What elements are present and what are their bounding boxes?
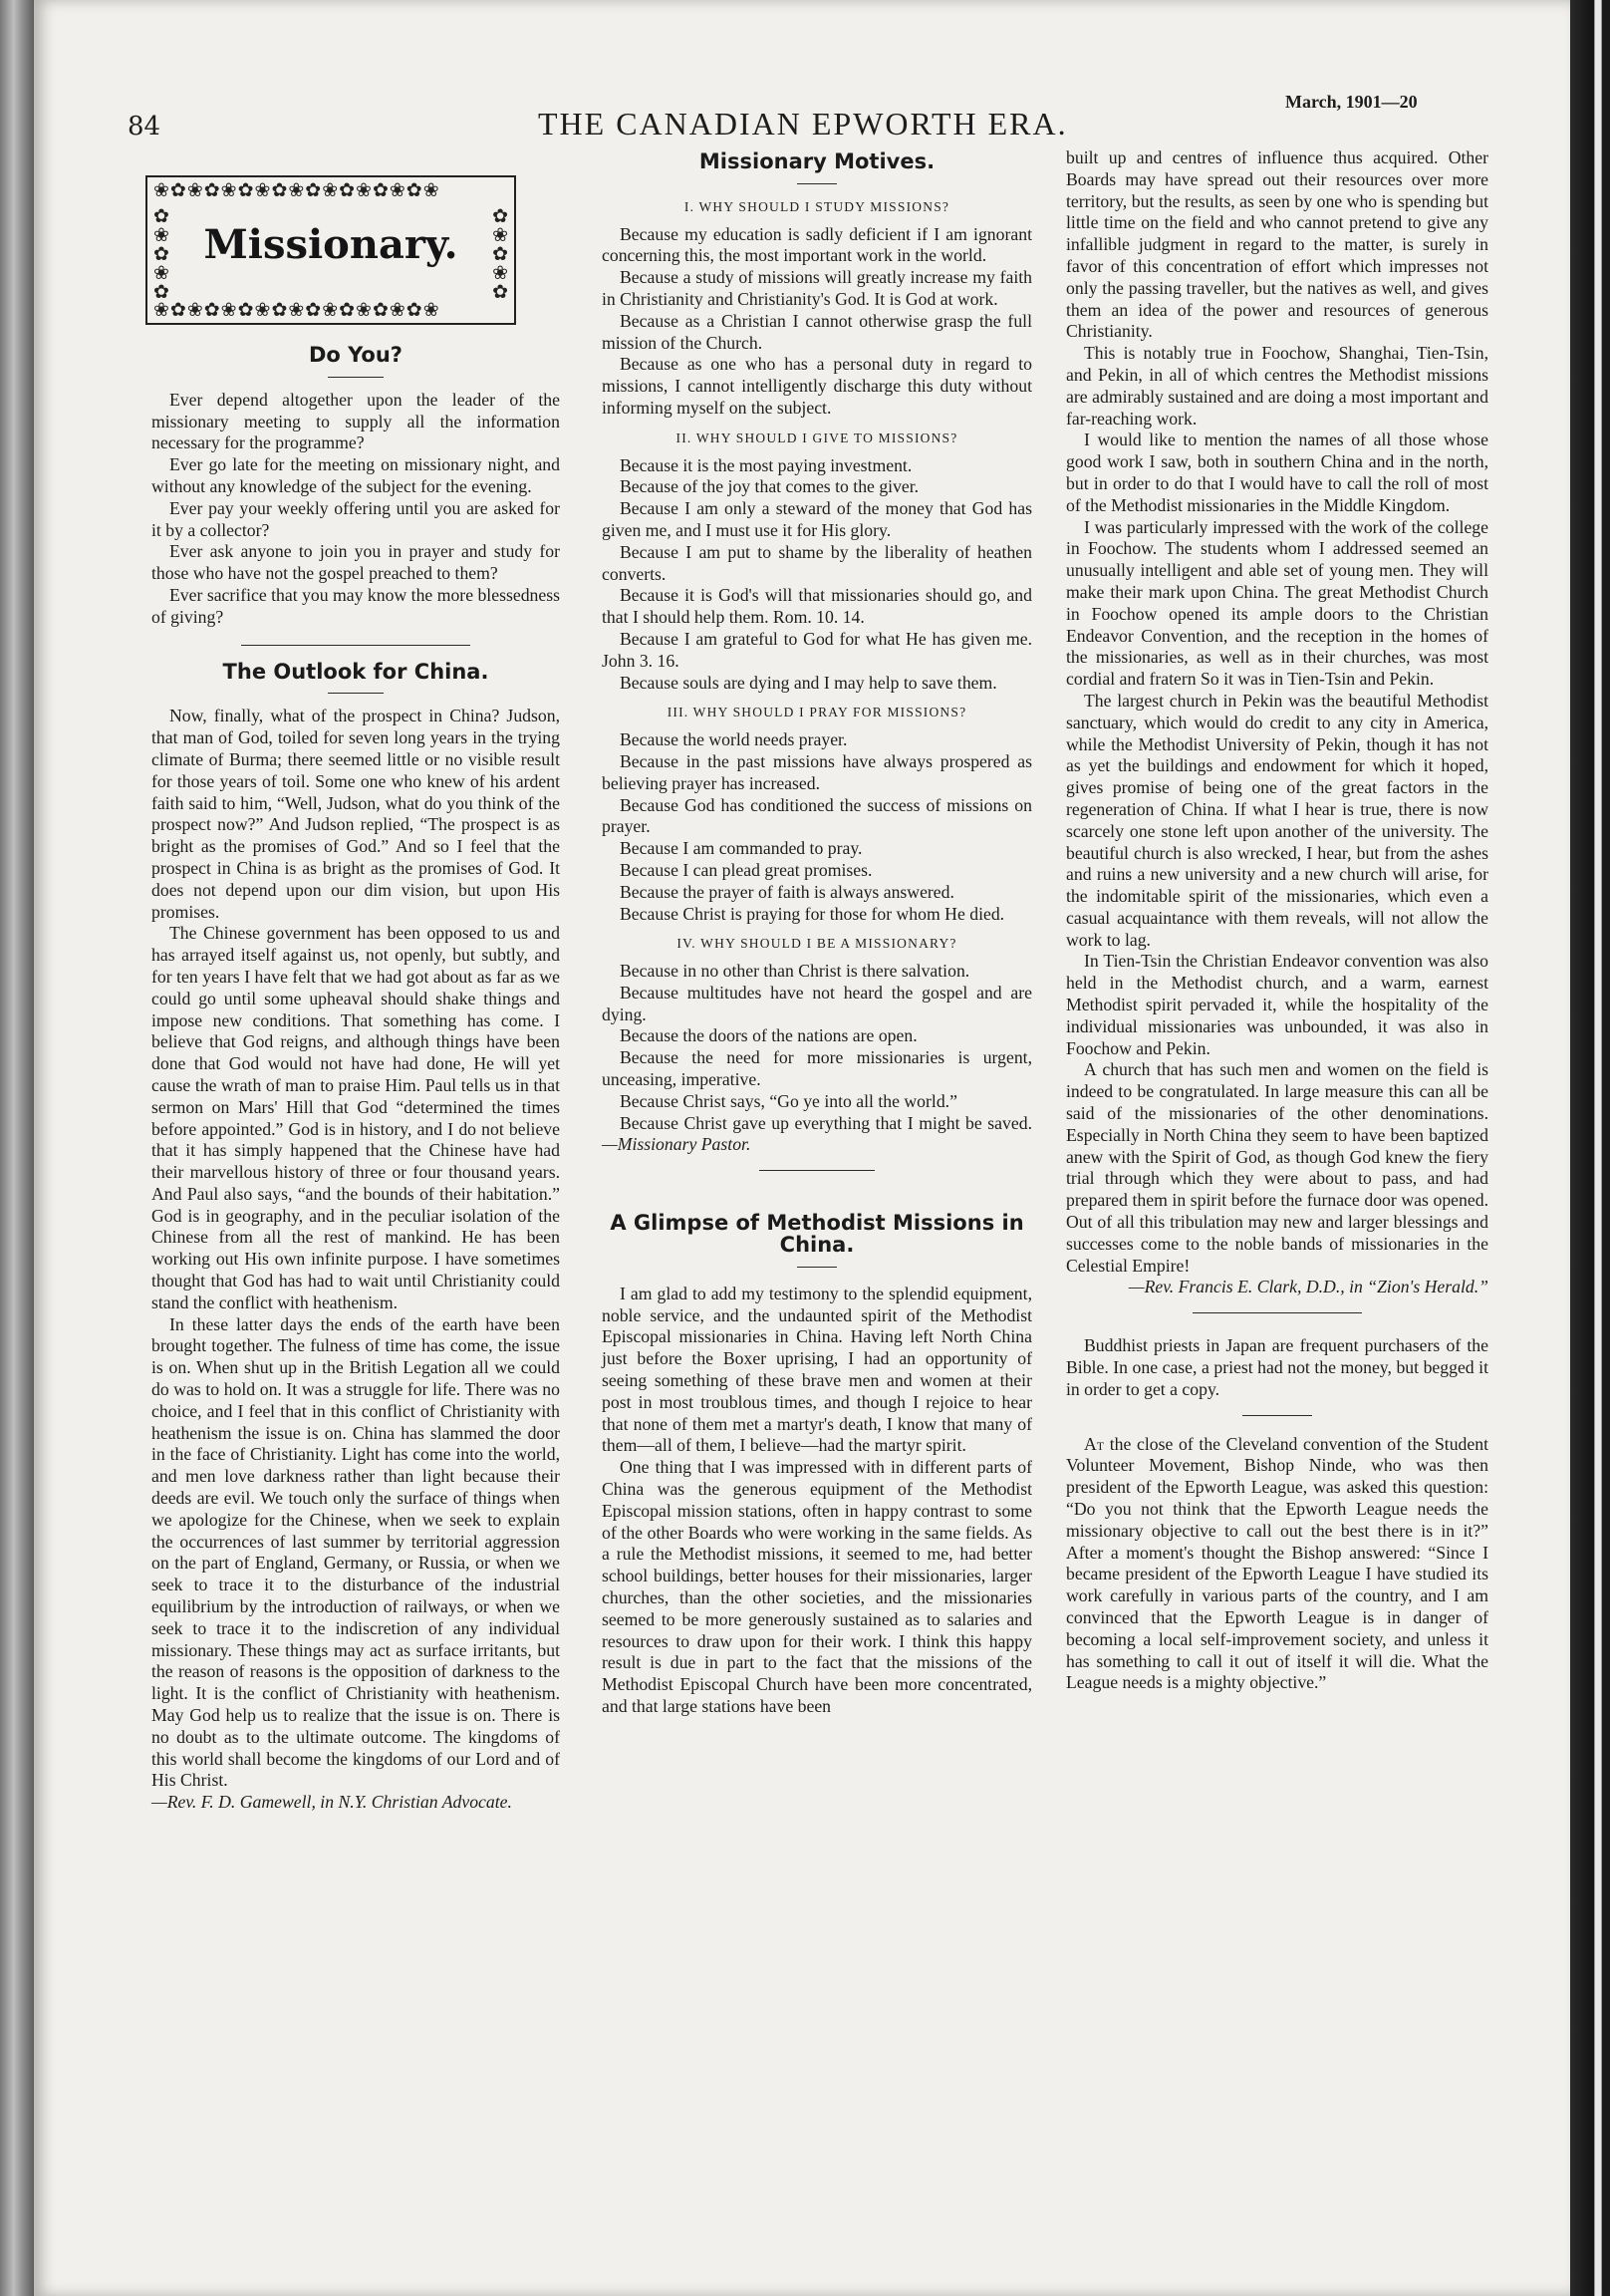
divider xyxy=(797,183,837,184)
paragraph: Because Christ says, “Go ye into all the world.” xyxy=(620,1090,957,1111)
paragraph: built up and centres of influence thus acquired. Other Boards may have spread out their resources over more territory, but the results, as seen by one who is spending but little time on the field and who cannot pretend to give any infallible judgment in regard to the matter, is surely in favor of this concentration of effort which impresses not only the passing traveller, but the natives as well, and gives them an idea of the power and resources of generous Christianity. xyxy=(1066,147,1488,342)
divider xyxy=(759,1170,875,1171)
paragraph-text: the close of the Cleveland convention of the Student Volunteer Movement, Bishop Ninde, who was then president of the Epworth League, was asked this question: “Do you not think that the Epworth League needs the missionary objective to call out the best there is in it?” After a moment's thought the Bishop answered: “Since I became president of the Epworth League I have studied its work carefully in various parts of the country, and I am convinced that the Epworth League is in danger of becoming a local self-improvement society, and unless it has something to call it out of itself it will die. What the League needs is a mighty objective.” xyxy=(1066,1433,1488,1693)
paragraph: Now, finally, what of the prospect in China? Judson, that man of God, toiled for seven long years in the trying climate of Burma; there seemed little or no visible result for those years of toil. Some one who knew of his ardent faith said to him, “Well, Judson, what do you think of the prospect now?” And Judson replied, “The prospect is as bright as the promises of God.” And so I feel that the prospect in China is as bright as the promises of God. It does not depend upon our dim vision, but upon His promises. xyxy=(151,706,560,922)
article-signature: —Rev. F. D. Gamewell, in N.Y. Christian Advocate. xyxy=(151,1792,512,1813)
missionary-banner xyxy=(145,175,516,325)
paragraph: Because a study of missions will greatly increase my faith in Christianity and Christianity's God. It is God at work. xyxy=(602,267,1032,309)
paragraph: A church that has such men and women on the field is indeed to be congratulated. In large measure this can all be said of the missionaries of the other denominations. Especially in North China they seem to have been baptized anew with the Spirit of God, as though God knew the fiery trial through which they were about to pass, and had prepared them in spirit before the furnace door was opened. Out of all this tribulation may new and larger blessings and successes come to the noble bands of missionaries in the Celestial Empire! xyxy=(1066,1059,1488,1276)
column-3 xyxy=(1066,147,1488,1694)
divider xyxy=(1193,1312,1362,1313)
paragraph-text: Because Christ gave up everything that I might be saved. xyxy=(620,1112,1032,1133)
paragraph: The Chinese government has been opposed to us and has arrayed itself against us, not openly, but subtly, and for ten years I have felt that we had got about as far as we could go until some upheaval should shake things and impose new conditions. That something has come. I believe that God reigns, and although things have been done that God would not have had done, He will yet cause the wrath of man to praise Him. Paul tells us in that sermon on Mars' Hill that God “determined the times before appointed.” God is in history, and I do not believe that it has simply happened that the Chinese have had their marvellous history of three or four thousand years. And Paul also says, “and the bounds of their habitation.” God is in geography, and in the peculiar isolation of the Chinese from all the rest of mankind. He has been working out His own infinite purpose. I have sometimes thought that God has had to wait until Christianity could stand the conflict with heathenism. xyxy=(151,923,560,1312)
page-edge xyxy=(1570,0,1610,2296)
small-caps-lead: At xyxy=(1084,1433,1105,1454)
paragraph: Ever depend altogether upon the leader of the missionary meeting to supply all the information necessary for the programme? xyxy=(151,389,560,453)
paragraph: Because the doors of the nations are open. xyxy=(620,1025,918,1046)
article-title-line-1: A Glimpse of Methodist Missions in xyxy=(610,1211,1024,1236)
paragraph: Ever go late for the meeting on missionary night, and without any knowledge of the subject for the evening. xyxy=(151,454,560,496)
book-spine xyxy=(0,0,34,2296)
paragraph: Because in the past missions have always prospered as believing prayer has increased. xyxy=(602,750,1032,793)
paragraph: Because my education is sadly deficient if I am ignorant concerning this, the most important work in the world. xyxy=(602,223,1032,266)
article-signature: —Missionary Pastor. xyxy=(602,1134,751,1155)
article-title-line-2: China. xyxy=(779,1233,855,1258)
paragraph: In these latter days the ends of the earth have been brought together. The fulness of time has come, the issue is on. When shut up in the British Legation all we could do was to hold on. It was a struggle for life. There was no choice, and I feel that in this conflict of Christianity with heathenism the issue is on. China has slammed the door in the face of Christianity. Light has come into the world, and men love darkness rather than light because their deeds are evil. We touch only the surface of things when we apologize for the Chinese, when we seek to explain the occurrences of last summer by territorial aggression on the part of England, Germany, or Russia, or when we seek to trace it to the disturbance of the industrial equilibrium by the introduction of railways, or when we seek to trace it to the indiscretion of any individual missionary. These things may act as surface irritants, but the reason of reasons is the opposition of darkness to the light. It is the conflict of Christianity with heathenism. May God help us to realize that the issue is on. There is no doubt as to the ultimate outcome. The kingdoms of this world shall become the kingdoms of our Lord and of His Christ. xyxy=(151,1313,560,1791)
paragraph: Because the prayer of faith is always answered. xyxy=(620,881,954,902)
article-title-outlook: The Outlook for China. xyxy=(222,659,489,684)
article-signature: —Rev. Francis E. Clark, D.D., in “Zion's Herald.” xyxy=(1128,1277,1488,1297)
paragraph: Because I am put to shame by the liberality of heathen converts. xyxy=(602,541,1032,584)
paragraph: Because the need for more missionaries is urgent, unceasing, imperative. xyxy=(602,1047,1032,1090)
question-heading: IV. WHY SHOULD I BE A MISSIONARY? xyxy=(676,936,957,952)
paragraph: Because in no other than Christ is there salvation. xyxy=(620,961,970,982)
ornament-border-right: ✿ ❀ ✿ ❀ ✿ xyxy=(492,205,508,303)
article-title-do-you: Do You? xyxy=(308,343,402,367)
paragraph: Because souls are dying and I may help to save them. xyxy=(620,672,997,693)
paragraph xyxy=(1066,1434,1488,1695)
ornament-border-left: ✿ ❀ ✿ ❀ ✿ xyxy=(153,205,169,303)
section-heading: Missionary. xyxy=(203,221,458,268)
divider xyxy=(328,693,384,694)
question-heading: II. WHY SHOULD I GIVE TO MISSIONS? xyxy=(675,430,958,445)
ornament-border-top: ❀✿❀✿❀✿❀✿❀✿❀✿❀✿❀✿❀ xyxy=(153,179,440,201)
column-1 xyxy=(151,345,560,1814)
paragraph: Buddhist priests in Japan are frequent purchasers of the Bible. In one case, a priest had not the money, but begged it in order to get a copy. xyxy=(1066,1335,1488,1399)
paragraph: Ever pay your weekly offering until you are asked for it by a collector? xyxy=(151,497,560,540)
paragraph: Because Christ is praying for those for whom He died. xyxy=(620,903,1005,924)
paragraph: Because I am only a steward of the money that God has given me, and I must use it for His glory. xyxy=(602,498,1032,540)
paragraph: Because the world needs prayer. xyxy=(620,729,848,750)
paragraph: This is notably true in Foochow, Shanghai, Tien-Tsin, and Pekin, in all of which centres the Methodist missions are admirably sustained and are doing a most important and far-reaching work. xyxy=(1066,343,1488,429)
article-title-motives: Missionary Motives. xyxy=(698,149,936,173)
paragraph: Ever ask anyone to join you in prayer and study for those who have not the gospel preached to them? xyxy=(151,541,560,584)
ornament-border-bottom: ❀✿❀✿❀✿❀✿❀✿❀✿❀✿❀✿❀ xyxy=(153,299,440,321)
paragraph: In Tien-Tsin the Christian Endeavor convention was also held in the Methodist church, and a warm, earnest Methodist spirit pervaded it, while the hospitality of the individual missionaries was unbounded, it was also in Foochow and Pekin. xyxy=(1066,951,1488,1058)
paragraph: Ever sacrifice that you may know the more blessedness of giving? xyxy=(151,584,560,627)
paragraph: One thing that I was impressed with in different parts of China was the generous equipment of the Methodist Episcopal mission stations, often in happy contrast to some of the other Boards who were working in the same fields. As a rule the Methodist missions, it seemed to me, had better school buildings, better houses for their missionaries, larger churches, than the other societies, and the missionaries seemed to be more generously sustained as to salaries and resources to draw upon for their work. I think this happy result is due in part to the fact that the missions of the Methodist Episcopal Church have been more concentrated, and that large stations have been xyxy=(602,1457,1032,1716)
article-title-glimpse xyxy=(602,1213,1032,1257)
paragraph: I was particularly impressed with the work of the college in Foochow. The students whom I addressed seemed an unusually intelligent and able set of young men. They will make their mark upon China. The great Methodist Church in Foochow opened its ample doors to the Christian Endeavor Convention, and the reception in the homes of the missionaries, as well as in their churches, was most cordial and fratern So it was in Tien-Tsin and Pekin. xyxy=(1066,516,1488,690)
paragraph: I would like to mention the names of all those whose good work I saw, both in southern China and in the north, but in order to do that I would have to call the roll of most of the Methodist missionaries in the Middle Kingdom. xyxy=(1066,430,1488,515)
paragraph: Because I can plead great promises. xyxy=(620,859,873,880)
paragraph: The largest church in Pekin was the beautiful Methodist sanctuary, which would do credit to any city in America, while the Methodist University of Pekin, though it has not as yet the buildings and endowment for which it hoped, gives promise of being one of the great factors in the regeneration of China. If what I hear is true, there is now scarcely one stone left upon another of the university. The beautiful church is also wrecked, I hear, but from the ashes and ruins a new university and a new church will arise, for the indomitable spirit of the missionaries, which even a casual acquaintance with them reveals, will not allow the work to lag. xyxy=(1066,690,1488,950)
paragraph: Because as one who has a personal duty in regard to missions, I cannot intelligently discharge this duty without informing myself on the subject. xyxy=(602,354,1032,418)
divider xyxy=(1242,1415,1312,1416)
paragraph: Because I am grateful to God for what He has given me. John 3. 16. xyxy=(602,628,1032,671)
paragraph: Because multitudes have not heard the gospel and are dying. xyxy=(602,982,1032,1024)
paragraph: Because God has conditioned the success of missions on prayer. xyxy=(602,794,1032,837)
question-heading: I. WHY SHOULD I STUDY MISSIONS? xyxy=(683,198,950,214)
paragraph: Because it is the most paying investment. xyxy=(620,454,913,475)
paragraph xyxy=(602,1113,1032,1157)
paragraph: Because of the joy that comes to the giver. xyxy=(620,476,920,497)
paragraph: Because as a Christian I cannot otherwise grasp the full mission of the Church. xyxy=(602,310,1032,353)
question-heading: III. WHY SHOULD I PRAY FOR MISSIONS? xyxy=(667,705,967,720)
paragraph: I am glad to add my testimony to the splendid equipment, noble service, and the undaunted spirit of the Methodist Episcopal missionaries in China. Having left North China just before the Boxer uprising, I had an opportunity of seeing something of these brave men and women at their post in most troublous times, and though I rejoice to hear that none of them met a martyr's death, I know that many of them—all of them, I believe—had the martyr spirit. xyxy=(602,1283,1032,1456)
issue-date: March, 1901—20 xyxy=(1285,92,1418,112)
divider xyxy=(241,645,470,646)
column-2 xyxy=(602,151,1032,1718)
divider xyxy=(797,1267,837,1268)
divider xyxy=(328,377,384,378)
page-number: 84 xyxy=(128,112,161,142)
paragraph: Because I am commanded to pray. xyxy=(620,838,863,859)
paragraph: Because it is God's will that missionaries should go, and that I should help them. Rom. 10. 14. xyxy=(602,585,1032,628)
publication-title: THE CANADIAN EPWORTH ERA. xyxy=(538,106,1068,142)
